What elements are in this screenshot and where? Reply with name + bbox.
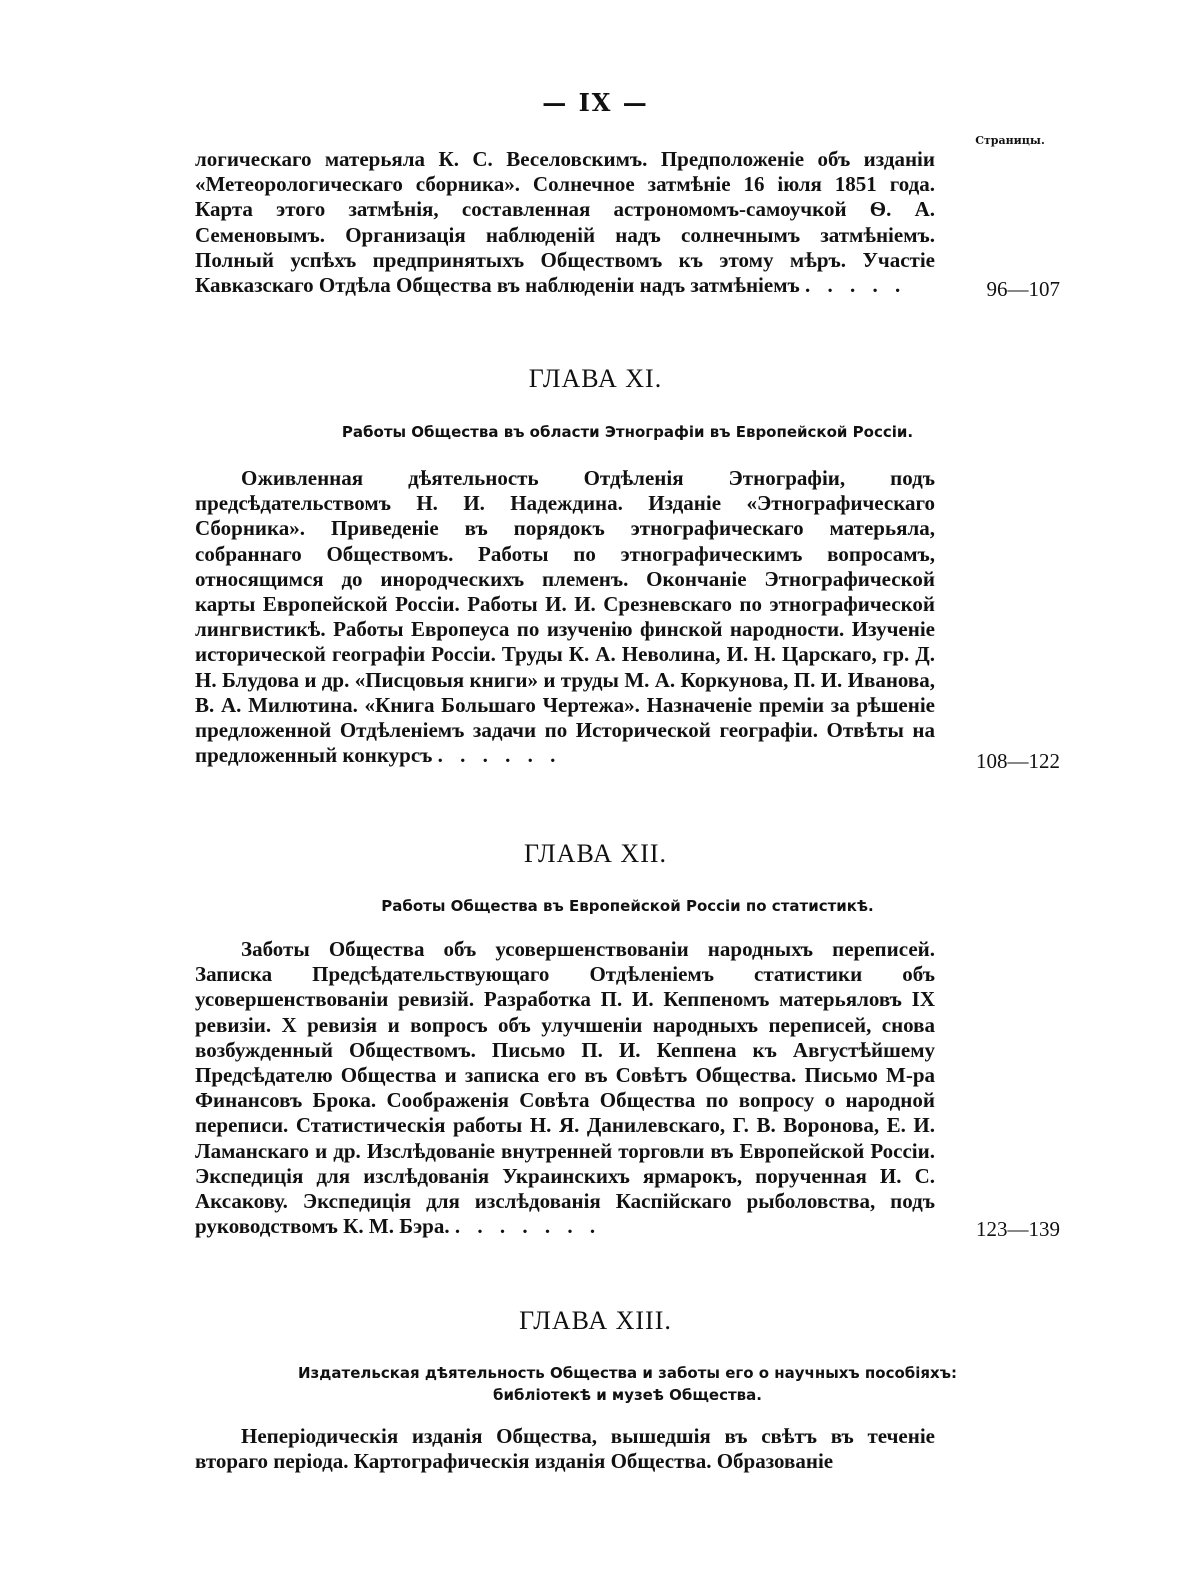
entry-text: Заботы Общества объ усовершенствованіи народныхъ переписей. Записка Предсѣдательствующаго Отдѣленіемъ статистики объ усовершенствованіи ревизій. Разработка П. И. Кеппеномъ матерьяловъ IX ревизіи. X ревизія и вопросъ объ улучшеніи народныхъ переписей, снова возбужденный Обществомъ. Письмо П. И. Кеппена къ Августѣйшему Предсѣдателю Общества и записка его въ Совѣтъ Общества. Письмо М-ра Финансовъ Брока. Соображенія Совѣта Общества по вопросу о народной переписи. Статистическія работы Н. Я. Данилевскаго, Г. В. Воронова, Е. И. Ламанскаго и др. Изслѣдованіе внутренней торговли въ Европейской Россіи. Экспедиція для изслѣдованія Украинскихъ ярмарокъ, порученная И. С. Аксакову. Экспедиція для изслѣдованія Каспійскаго рыболовства, подъ руководствомъ К. М. Бэра. [195, 937, 935, 1239]
entry-text: логическаго матерьяла К. С. Веселовскимъ. Предположеніе объ изданіи «Метеорологическаго сборника». Солнечное затмѣніе 16 іюля 1851 года. Карта этого затмѣнія, составленная астрономомъ-самоучкой Ѳ. А. Семеновымъ. Организація наблюденій надъ солнечнымъ затмѣніемъ. Полный успѣхъ предпринятыхъ Обществомъ къ этому мѣръ. Участіе Кавказскаго Отдѣла Общества въ наблюденіи надъ затмѣніемъ [195, 147, 935, 298]
chapter-13-subtitle [195, 1362, 1060, 1406]
page-range: 108—122 [976, 749, 1060, 773]
entry-text: Оживленная дѣятельность Отдѣленія Этнографіи, подъ предсѣдательствомъ Н. И. Надеждина. Изданіе «Этнографическаго Сборника». Приведеніе въ порядокъ этнографическаго матерьяла, собраннаго Обществомъ. Работы по этнографическимъ вопросамъ, относящимся до инородческихъ племенъ. Окончаніе Этнографической карты Европейской Россіи. Работы И. И. Срезневскаго по этнографической лингвистикѣ. Работы Европеуса по изученію финской народности. Изученіе исторической географіи Россіи. Труды К. А. Неволина, И. Н. Царскаго, гр. Д. Н. Блудова и др. «Писцовыя книги» и труды М. А. Коркунова, П. И. Иванова, В. А. Милютина. «Книга Большаго Чертежа». Назначеніе преміи за рѣшеніе предложенной Отдѣленіемъ задачи по Исторической географіи. Отвѣты на предложенный конкурсъ [195, 466, 935, 768]
leader-dots: . . . . . . [437, 743, 562, 768]
entry-text: Непеpіодическія изданія Общества, вышедшія въ свѣтъ въ теченіе втораго періода. Картографическія изданія Общества. Образованіе [195, 1424, 935, 1474]
pages-column-heading: Страницы. [975, 134, 1045, 147]
chapter-10-continuation-text [195, 147, 935, 298]
chapter-12-title: ГЛАВА XII. [523, 839, 668, 868]
leader-dots: . . . . . . . [454, 1214, 602, 1239]
leader-dots: . . . . . [805, 273, 907, 298]
chapter-11-summary [195, 466, 935, 768]
chapter-12-subtitle: Работы Общества въ Европейской Россіи по статистикѣ. [381, 897, 874, 915]
subtitle-line: библіотекѣ и музеѣ Общества. [493, 1386, 762, 1404]
subtitle-line: Издательская дѣятельность Общества и заботы его о научныхъ пособіяхъ: [298, 1364, 957, 1382]
page-range: 123—139 [976, 1217, 1060, 1241]
chapter-11-title: ГЛАВА XI. [528, 364, 663, 393]
chapter-13-title: ГЛАВА XIII. [519, 1306, 672, 1335]
page-range: 96—107 [986, 277, 1060, 301]
chapter-11-subtitle: Работы Общества въ области Этнографіи въ Европейской Россіи. [341, 423, 914, 441]
chapter-13-summary [195, 1424, 935, 1474]
chapter-12-summary [195, 937, 935, 1239]
page-number: — IX — [542, 88, 649, 117]
